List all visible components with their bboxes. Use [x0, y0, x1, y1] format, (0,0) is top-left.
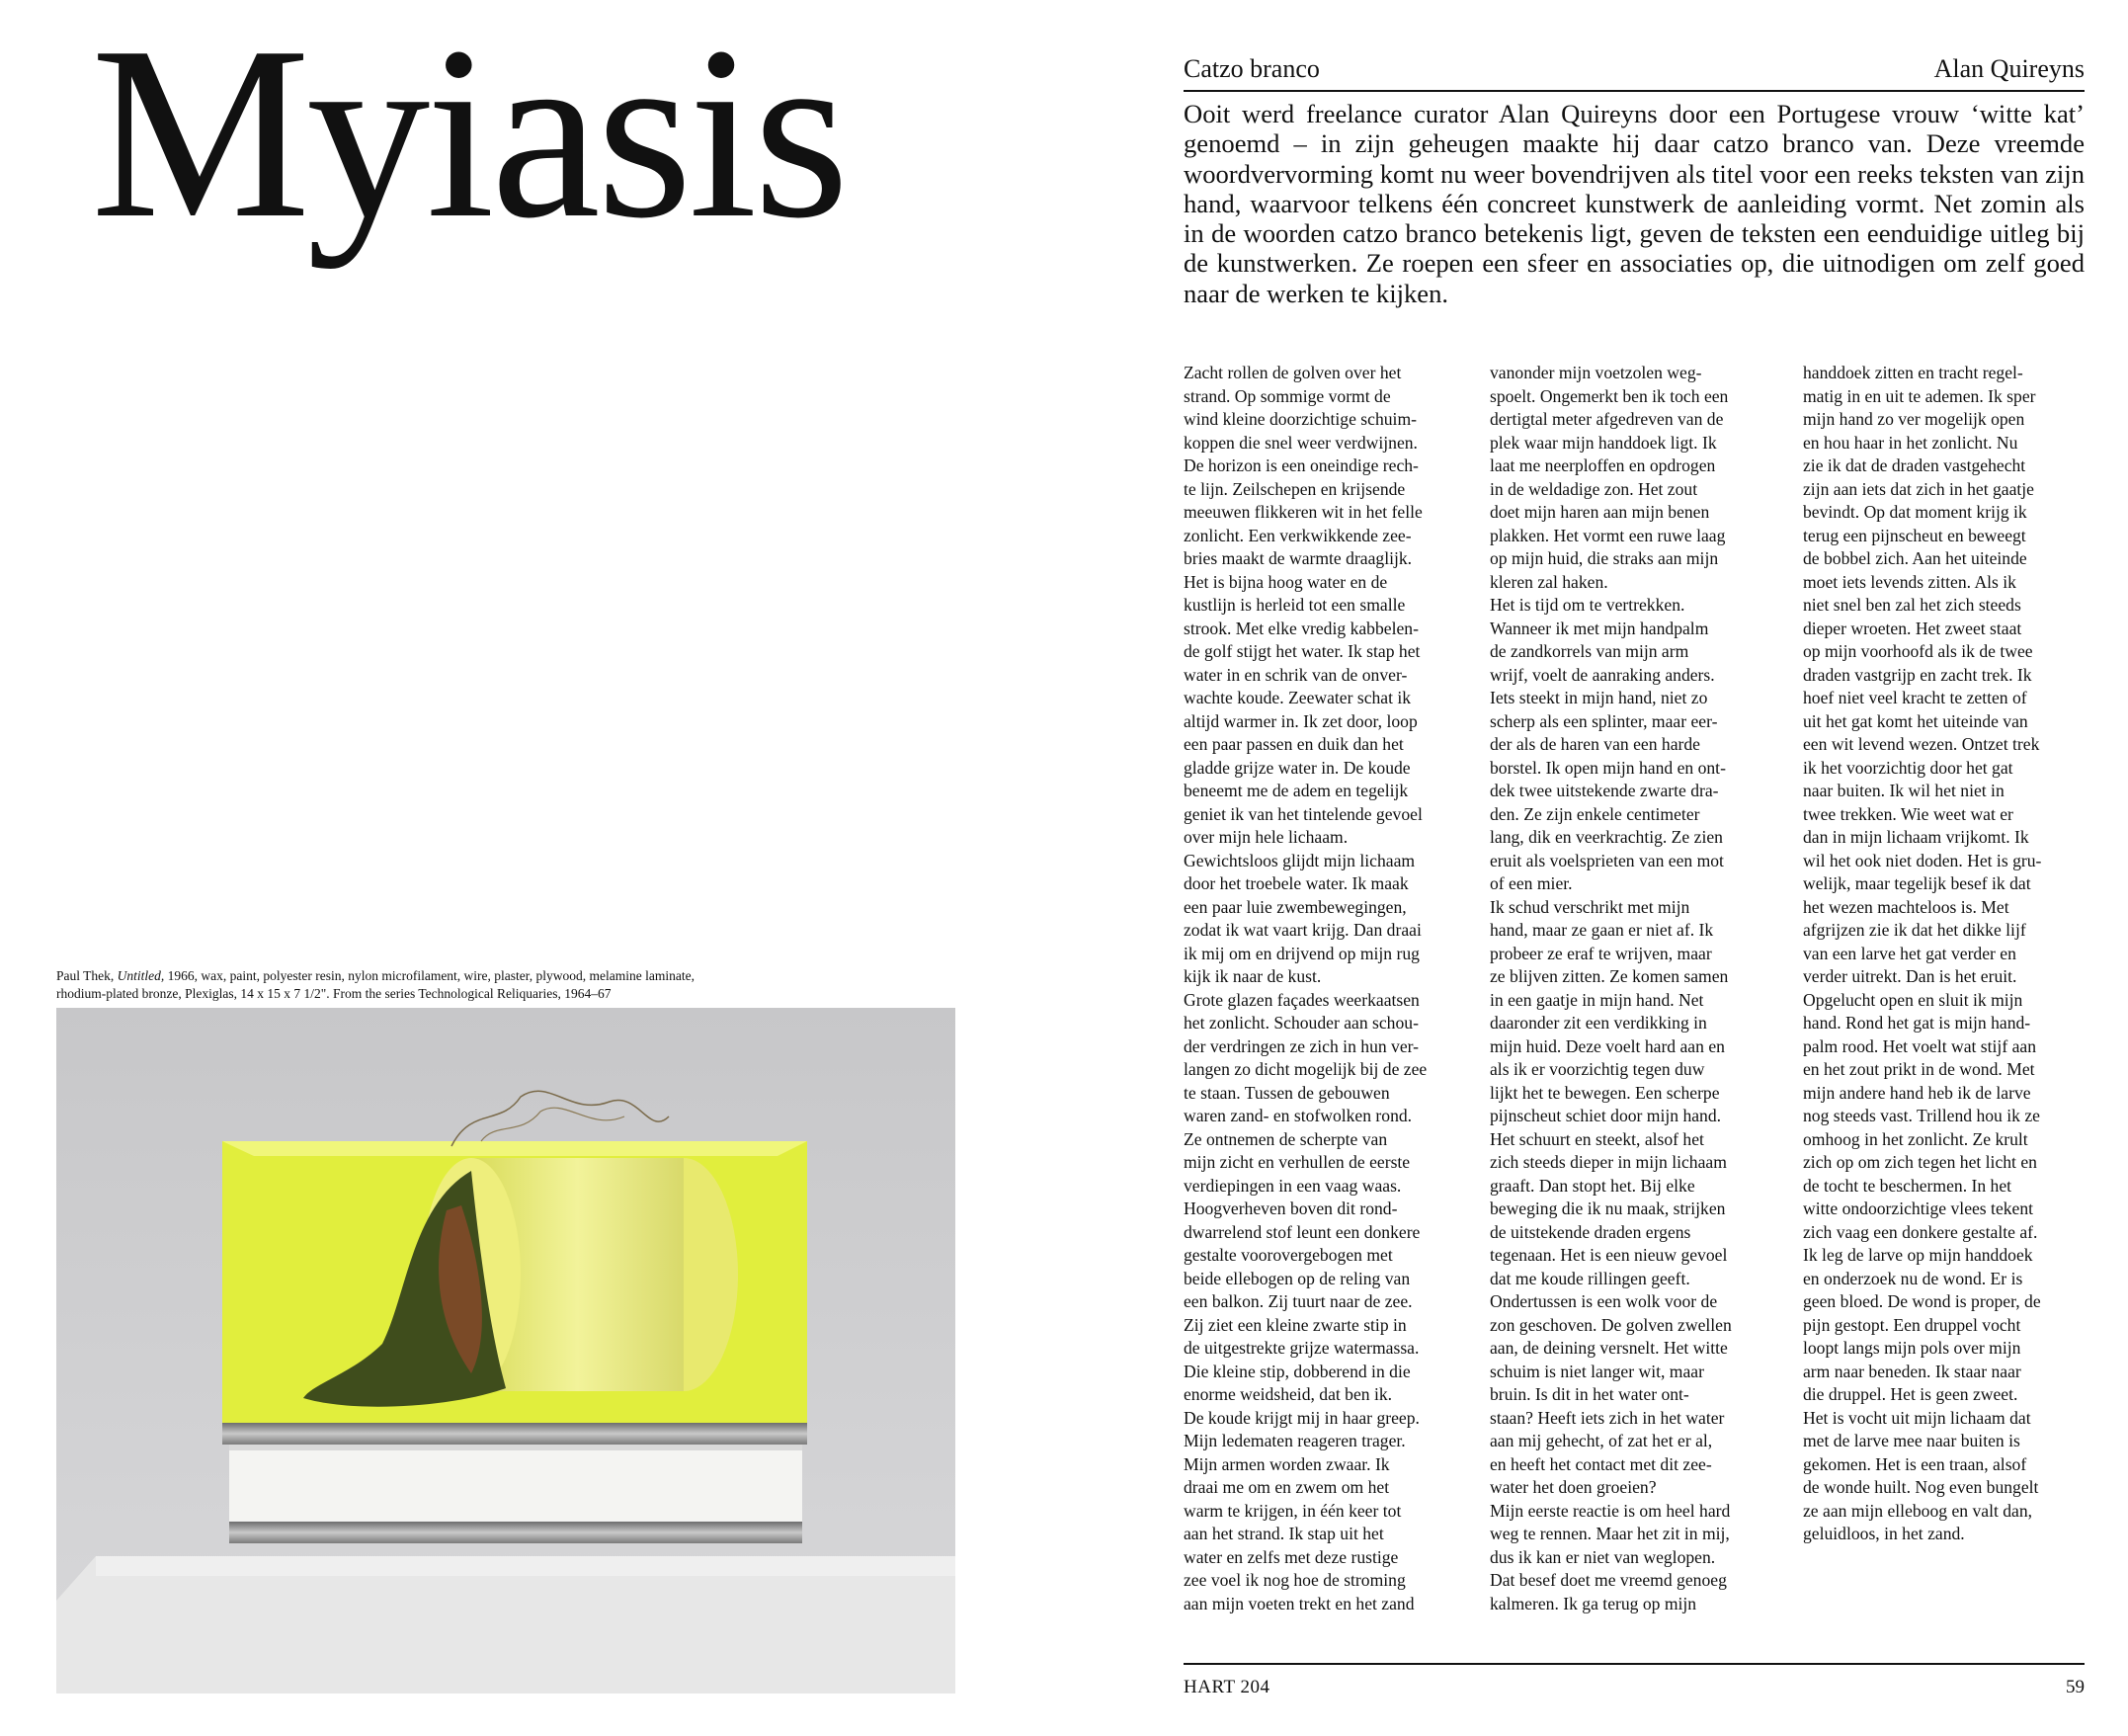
body-text-line: kijk ik naar de kust.: [1184, 966, 1322, 986]
body-text-line: loopt langs mijn pols over mijn: [1803, 1338, 2021, 1358]
body-text-line: spoelt. Ongemerkt ben ik toch een: [1490, 385, 1729, 406]
body-text-line: dek twee uitstekende zwarte dra-: [1490, 781, 1719, 800]
body-text-line: als ik er voorzichtig tegen duw: [1490, 1059, 1705, 1079]
page-number: 59: [2066, 1677, 2085, 1697]
body-text-line: scherp als een splinter, maar eer-: [1490, 710, 1718, 731]
body-text-line: der verdringen ze zich in hun ver-: [1184, 1035, 1420, 1056]
body-text-line: mijn andere hand heb ik de larve: [1803, 1082, 2031, 1103]
caption-details-line2: rhodium-plated bronze, Plexiglas, 14 x 15 x 7 1/2". From the series Technological Reliquaries, 1964–67: [56, 986, 612, 1001]
body-text-line: water in en schrik van de onver-: [1184, 664, 1408, 685]
body-text-line: hoef niet veel kracht te zetten of: [1803, 688, 2027, 707]
body-column-2: [1490, 362, 1786, 1615]
body-text-line: Opgelucht open en sluit ik mijn: [1803, 989, 2023, 1010]
body-text-line: Het is tijd om te vertrekken.: [1490, 595, 1685, 615]
body-text-line: geluidloos, in het zand.: [1803, 1524, 1965, 1543]
body-text-line: eruit als voelsprieten van een mot: [1490, 850, 1724, 870]
body-text-line: lijkt het te bewegen. Een scherpe: [1490, 1082, 1720, 1103]
body-column-1: [1184, 362, 1480, 1615]
body-text-line: pijn gestopt. Een druppel vocht: [1803, 1314, 2021, 1335]
body-text-line: Het is vocht uit mijn lichaam dat: [1803, 1407, 2031, 1428]
body-text-line: lang, dik en veerkrachtig. Ze zien: [1490, 827, 1723, 847]
body-text-line: de wonde huilt. Nog even bungelt: [1803, 1477, 2039, 1497]
body-text-line: te lijn. Zeilschepen en krijsende: [1184, 478, 1406, 499]
body-text-line: en heeft het contact met dit zee-: [1490, 1453, 1712, 1474]
body-text-line: Ik schud verschrikt met mijn: [1490, 896, 1690, 917]
body-text-line: daaronder zit een verdikking in: [1490, 1013, 1707, 1033]
body-text-line: borstel. Ik open mijn hand en ont-: [1490, 757, 1726, 778]
body-text-line: plakken. Het vormt een ruwe laag: [1490, 525, 1726, 545]
body-text-line: naar buiten. Ik wil het niet in: [1803, 781, 2005, 800]
body-text-line: in de weldadige zon. Het zout: [1490, 478, 1698, 499]
body-text-line: door het troebele water. Ik maak: [1184, 873, 1409, 893]
article-title: Myiasis: [91, 0, 846, 270]
body-text-line: draai me om en zwem om het: [1184, 1477, 1390, 1497]
body-text-line: mijn huid. Deze voelt hard aan en: [1490, 1035, 1725, 1056]
body-text-line: gestalte voorovergebogen met: [1184, 1245, 1393, 1265]
series-title: Catzo branco: [1184, 54, 1320, 83]
body-text-line: hand, maar ze gaan er niet af. Ik: [1490, 920, 1714, 940]
body-text-line: wachte koude. Zeewater schat ik: [1184, 688, 1412, 707]
body-text-line: nog steeds vast. Trillend hou ik ze: [1803, 1106, 2040, 1125]
body-text-line: Iets steekt in mijn hand, niet zo: [1490, 688, 1708, 707]
body-text-line: warm te krijgen, in één keer tot: [1184, 1500, 1402, 1521]
body-text-line: bruin. Is dit in het water ont-: [1490, 1384, 1689, 1404]
image-caption: [56, 967, 768, 1003]
body-text-line: een wit levend wezen. Ontzet trek: [1803, 734, 2040, 754]
body-text-line: zon geschoven. De golven zwellen: [1490, 1314, 1732, 1335]
body-text-line: een paar luie zwembewegingen,: [1184, 896, 1407, 917]
footer-rule: [1184, 1663, 2085, 1665]
body-text-line: water het doen groeien?: [1490, 1477, 1657, 1497]
body-text-line: de zandkorrels van mijn arm: [1490, 641, 1689, 661]
body-text-line: doet mijn haren aan mijn benen: [1490, 502, 1710, 522]
body-text-line: Ondertussen is een wolk voor de: [1490, 1291, 1718, 1311]
body-text-line: strook. Met elke vredig kabbelen-: [1184, 618, 1419, 638]
body-text-line: de tocht te beschermen. In het: [1803, 1175, 2012, 1196]
body-text-line: aan mijn voeten trekt en het zand: [1184, 1593, 1415, 1613]
body-text-line: uit het gat komt het uiteinde van: [1803, 710, 2028, 731]
body-text-line: ik mij om en drijvend op mijn rug: [1184, 943, 1420, 963]
body-text-line: palm rood. Het voelt wat stijf aan: [1803, 1035, 2036, 1056]
caption-details: 1966, wax, paint, polyester resin, nylon microfilament, wire, plaster, plywood, melamine laminate,: [167, 968, 695, 983]
body-text-line: dwarrelend stof leunt een donkere: [1184, 1221, 1421, 1242]
body-text-line: een paar passen en duik dan het: [1184, 734, 1404, 754]
body-text-line: aan, de deining versnelt. Het witte: [1490, 1338, 1728, 1358]
body-text-line: De horizon is een oneindige rech-: [1184, 455, 1419, 475]
intro-paragraph: Ooit werd freelance curator Alan Quireyns door een Portugese vrouw ‘witte kat’ genoemd – in zijn geheugen maakte hij daar catzo branco van. Deze vreemde woordvervorming komt nu weer bovendrijven als titel voor een reeks teksten van zijn hand, waarvoor telkens één concreet kunstwerk de aanleiding vormt. Net zomin als in de woorden catzo branco betekenis ligt, geven de teksten een eenduidige uitleg bij de kunstwerken. Ze roepen een sfeer en associaties op, die uitnodigen om zelf goed naar de werken te kijken.: [1184, 99, 2085, 308]
body-text-line: de golf stijgt het water. Ik stap het: [1184, 641, 1421, 661]
body-text-line: der als de haren van een harde: [1490, 734, 1700, 754]
body-text-line: bries maakt de warmte draaglijk.: [1184, 548, 1413, 568]
body-text-line: ik het voorzichtig door het gat: [1803, 757, 2013, 778]
body-text-line: zijn aan iets dat zich in het gaatje: [1803, 478, 2034, 499]
body-text-line: zee voel ik nog hoe de stroming: [1184, 1570, 1406, 1590]
body-text-line: geniet ik van het tintelende gevoel: [1184, 803, 1423, 824]
body-text-line: Zij ziet een kleine zwarte stip in: [1184, 1314, 1407, 1335]
running-header: [1184, 54, 2085, 92]
body-text-line: enorme weidsheid, dat ben ik.: [1184, 1384, 1393, 1404]
body-text-line: Het is bijna hoog water en de: [1184, 571, 1388, 592]
body-text-line: den. Ze zijn enkele centimeter: [1490, 803, 1700, 824]
body-text-line: staan? Heeft iets zich in het water: [1490, 1407, 1725, 1428]
body-text-line: twee trekken. Wie weet wat er: [1803, 803, 2013, 824]
body-column-3: [1803, 362, 2099, 1546]
body-text-line: het wezen machteloos is. Met: [1803, 896, 2009, 917]
body-text-line: en onderzoek nu de wond. Er is: [1803, 1268, 2023, 1288]
body-text-line: op mijn voorhoofd als ik de twee: [1803, 641, 2033, 661]
body-text-line: waren zand- en stofwolken rond.: [1184, 1106, 1413, 1125]
body-text-line: graaft. Dan stopt het. Bij elke: [1490, 1175, 1695, 1196]
body-text-line: die druppel. Het is geen zweet.: [1803, 1384, 2018, 1404]
body-text-line: kalmeren. Ik ga terug op mijn: [1490, 1593, 1697, 1613]
body-text-line: de bobbel zich. Aan het uiteinde: [1803, 548, 2027, 568]
body-text-line: de uitstekende draden ergens: [1490, 1221, 1691, 1242]
body-text-line: beweging die ik nu maak, strijken: [1490, 1199, 1726, 1218]
body-text-line: arm naar beneden. Ik staar naar: [1803, 1361, 2021, 1381]
body-text-line: pijnscheut schiet door mijn hand.: [1490, 1106, 1722, 1125]
body-text-line: Hoogverheven boven dit rond-: [1184, 1199, 1398, 1218]
body-text-line: dat me koude rillingen geeft.: [1490, 1268, 1690, 1288]
body-text-line: beide ellebogen op de reling van: [1184, 1268, 1411, 1288]
body-text-line: gekomen. Het is een traan, alsof: [1803, 1453, 2027, 1474]
body-text-line: hand. Rond het gat is mijn hand-: [1803, 1013, 2031, 1033]
body-text-line: Ik leg de larve op mijn handdoek: [1803, 1245, 2033, 1265]
body-text-line: Wanneer ik met mijn handpalm: [1490, 618, 1709, 638]
body-text-line: welijk, maar tegelijk besef ik dat: [1803, 873, 2031, 893]
body-text-line: te staan. Tussen de gebouwen: [1184, 1082, 1390, 1103]
body-text-line: tegenaan. Het is een nieuw gevoel: [1490, 1245, 1728, 1265]
body-text-line: Zacht rollen de golven over het: [1184, 363, 1402, 382]
body-text-line: strand. Op sommige vormt de: [1184, 385, 1391, 406]
body-text-line: zodat ik wat vaart krijg. Dan draai: [1184, 920, 1422, 940]
body-text-line: altijd warmer in. Ik zet door, loop: [1184, 710, 1418, 731]
body-text-line: afgrijzen zie ik dat het dikke lijf: [1803, 920, 2026, 940]
body-text-line: zich vaag een donkere gestalte af.: [1803, 1221, 2038, 1242]
body-text-line: kleren zal haken.: [1490, 571, 1608, 592]
body-text-line: De koude krijgt mij in haar greep.: [1184, 1407, 1420, 1428]
body-text-line: mijn zicht en verhullen de eerste: [1184, 1152, 1411, 1172]
body-text-line: handdoek zitten en tracht regel-: [1803, 363, 2023, 382]
author-name: Alan Quireyns: [1933, 54, 2085, 83]
body-text-line: geen bloed. De wond is proper, de: [1803, 1291, 2041, 1311]
body-text-line: Ze ontnemen de scherpte van: [1184, 1128, 1388, 1149]
body-text-line: zie ik dat de draden vastgehecht: [1803, 455, 2026, 475]
body-text-line: mijn hand zo ver mogelijk open: [1803, 409, 2025, 429]
artwork-photo: [56, 1008, 955, 1694]
body-text-line: gladde grijze water in. De koude: [1184, 757, 1411, 778]
body-text-line: bevindt. Op dat moment krijg ik: [1803, 502, 2027, 522]
body-text-line: Mijn ledematen reageren trager.: [1184, 1431, 1406, 1450]
magazine-issue: HART 204: [1184, 1677, 1270, 1697]
body-text-line: zich op om zich tegen het licht en: [1803, 1152, 2037, 1172]
body-text-line: witte ondoorzichtige vlees tekent: [1803, 1199, 2034, 1218]
body-text-line: niet snel ben zal het zich steeds: [1803, 595, 2021, 615]
body-text-line: koppen die snel weer verdwijnen.: [1184, 432, 1418, 453]
body-text-line: Die kleine stip, dobberend in die: [1184, 1361, 1411, 1381]
body-text-line: terug een pijnscheut en beweegt: [1803, 525, 2026, 545]
body-text-line: schuim is niet langer wit, maar: [1490, 1361, 1704, 1381]
body-text-line: kustlijn is herleid tot een smalle: [1184, 595, 1406, 615]
body-text-line: dieper wroeten. Het zweet staat: [1803, 618, 2022, 638]
body-text-line: of een mier.: [1490, 873, 1573, 893]
body-text-line: met de larve mee naar buiten is: [1803, 1431, 2020, 1450]
body-text-line: en het zout prikt in de wond. Met: [1803, 1059, 2035, 1079]
body-text-line: omhoog in het zonlicht. Ze krult: [1803, 1128, 2028, 1149]
body-text-line: een balkon. Zij tuurt naar de zee.: [1184, 1291, 1413, 1311]
body-text-line: dus ik kan er niet van weglopen.: [1490, 1546, 1716, 1567]
body-text-line: de uitgestrekte grijze watermassa.: [1184, 1338, 1420, 1358]
body-text-line: water en zelfs met deze rustige: [1184, 1546, 1399, 1567]
caption-artist: Paul Thek,: [56, 968, 115, 983]
body-text-line: zich steeds dieper in mijn lichaam: [1490, 1152, 1727, 1172]
body-text-line: dertigtal meter afgedreven van de: [1490, 409, 1724, 429]
body-text-line: vanonder mijn voetzolen weg-: [1490, 363, 1702, 382]
body-text-line: matig in en uit te ademen. Ik sper: [1803, 385, 2036, 406]
caption-work-title: Untitled,: [117, 968, 165, 983]
body-text-line: over mijn hele lichaam.: [1184, 827, 1349, 847]
body-text-line: in een gaatje in mijn hand. Net: [1490, 989, 1704, 1010]
body-text-line: Mijn armen worden zwaar. Ik: [1184, 1453, 1390, 1474]
body-text-line: op mijn huid, die straks aan mijn: [1490, 548, 1719, 568]
body-text-line: beneemt me de adem en tegelijk: [1184, 781, 1409, 800]
body-text-line: en hou haar in het zonlicht. Nu: [1803, 432, 2018, 453]
body-text-line: plek waar mijn handdoek ligt. Ik: [1490, 432, 1717, 453]
body-text-line: ze blijven zitten. Ze komen samen: [1490, 966, 1729, 986]
body-text-line: verdiepingen in een vaag waas.: [1184, 1175, 1402, 1196]
body-text-line: Grote glazen façades weerkaatsen: [1184, 989, 1420, 1010]
body-text-line: weg te rennen. Maar het zit in mij,: [1490, 1524, 1730, 1543]
body-text-line: Mijn eerste reactie is om heel hard: [1490, 1500, 1731, 1521]
body-text-line: meeuwen flikkeren wit in het felle: [1184, 502, 1423, 522]
body-text-line: van een larve het gat verder en: [1803, 943, 2016, 963]
body-text-line: aan mij gehecht, of zat het er al,: [1490, 1431, 1713, 1450]
body-text-line: dan in mijn lichaam vrijkomt. Ik: [1803, 827, 2029, 847]
body-text-line: wind kleine doorzichtige schuim-: [1184, 409, 1417, 429]
body-text-line: Dat besef doet me vreemd genoeg: [1490, 1570, 1727, 1590]
artwork-illustration: [56, 1008, 955, 1694]
body-text-line: zonlicht. Een verkwikkende zee-: [1184, 525, 1412, 545]
body-text-line: het zonlicht. Schouder aan schou-: [1184, 1013, 1419, 1033]
body-text-line: ze aan mijn elleboog en valt dan,: [1803, 1500, 2033, 1521]
body-text-line: Gewichtsloos glijdt mijn lichaam: [1184, 850, 1416, 870]
body-text-line: verder uitrekt. Dan is het eruit.: [1803, 966, 2017, 986]
body-text-line: Het schuurt en steekt, alsof het: [1490, 1128, 1704, 1149]
body-text-line: draden vastgrijp en zacht trek. Ik: [1803, 664, 2032, 685]
body-text-line: wrijf, voelt de aanraking anders.: [1490, 664, 1715, 685]
body-text-line: langen zo dicht mogelijk bij de zee: [1184, 1059, 1428, 1079]
body-text-line: laat me neerploffen en opdrogen: [1490, 455, 1716, 475]
body-text-line: aan het strand. Ik stap uit het: [1184, 1524, 1384, 1543]
body-text-line: moet iets levends zitten. Als ik: [1803, 571, 2016, 592]
body-text-line: wil het ook niet doden. Het is gru-: [1803, 850, 2042, 870]
body-text-line: probeer ze eraf te wrijven, maar: [1490, 943, 1712, 963]
